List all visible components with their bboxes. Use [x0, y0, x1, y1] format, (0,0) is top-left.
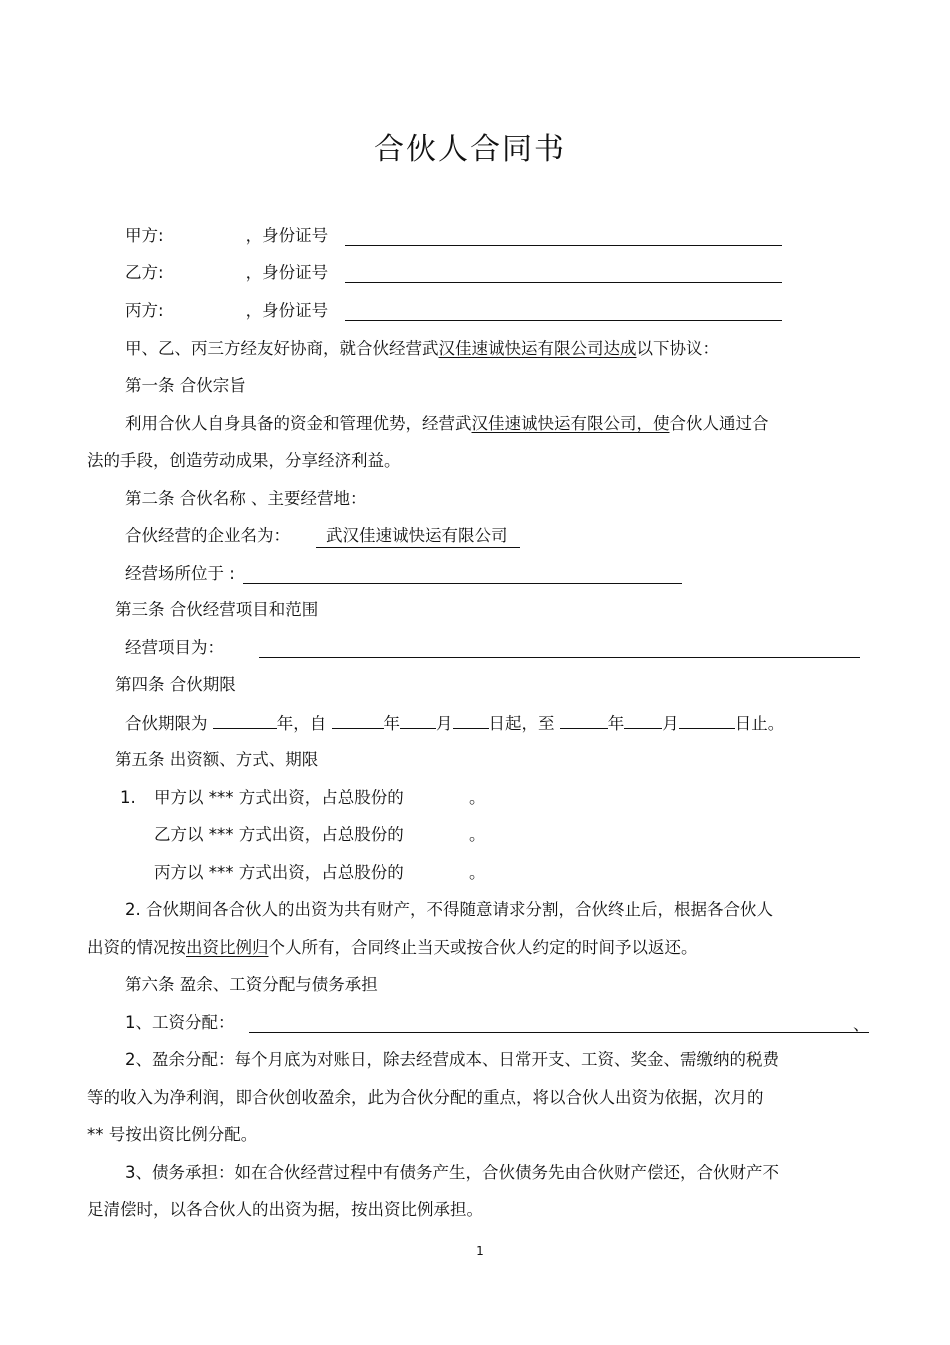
profit-line2: 等的收入为净利润，即合伙创收盈余，此为合伙分配的重点，将以合伙人出资为依据，次月的 [87, 1088, 764, 1107]
contribution-end: 。 [469, 863, 486, 882]
debt-line1: 3、债务承担：如在合伙经营过程中有债务产生，合伙债务先由合伙财产偿还，合伙财产不 [125, 1163, 779, 1182]
intro-paragraph [125, 338, 719, 360]
term-text: 日止。 [734, 714, 785, 733]
term-text: 年 [383, 714, 400, 733]
id-label: ，身份证号 [245, 263, 329, 282]
contribution-party-c: 丙方以 *** 方式出资，占总股份的 [154, 863, 404, 882]
id-label: ，身份证号 [245, 226, 329, 245]
contribution-party-b: 乙方以 *** 方式出资，占总股份的 [154, 825, 404, 844]
party-label: 乙方: [125, 263, 164, 282]
article-4-heading: 第四条 合伙期限 [115, 675, 236, 694]
ratio-underlined: 出资比例归 [186, 938, 269, 957]
party-label: 丙方: [125, 301, 164, 320]
intro-company: 汉佳速诚快运有限公司达成 [438, 339, 637, 358]
document-title: 合伙人合同书 [374, 132, 566, 167]
company-underlined: 汉佳速诚快运有限公司，使 [471, 414, 670, 433]
article-5-clause-2-line2 [87, 937, 698, 959]
business-place-blank [243, 567, 682, 584]
article-1-heading: 第一条 合伙宗旨 [125, 376, 246, 395]
term-text: 月 [662, 714, 679, 733]
party-a-id-blank [345, 229, 782, 246]
page-number: 1 [476, 1244, 484, 1258]
text: 合伙人通过合 [669, 414, 769, 433]
end-day-blank [679, 712, 735, 729]
term-line [125, 712, 784, 735]
enterprise-name-label: 合伙经营的企业名为： [125, 526, 290, 545]
enterprise-name-value: 武汉佳速诚快运有限公司 [316, 525, 520, 548]
start-year-blank [332, 712, 384, 729]
contribution-end: 。 [469, 825, 486, 844]
party-c-id-blank [345, 304, 782, 321]
profit-line1: 2、盈余分配：每个月底为对账日，除去经营成本、日常开支、工资、奖金、需缴纳的税费 [125, 1050, 779, 1069]
wage-blank [249, 1016, 869, 1033]
business-items-label: 经营项目为： [125, 638, 224, 657]
party-c-line [125, 300, 328, 322]
business-place-label: 经营场所位于 : [125, 564, 235, 583]
text: 个人所有，合同终止当天或按合伙人约定的时间予以返还。 [268, 938, 698, 957]
article-2-heading: 第二条 合伙名称 、主要经营地： [125, 489, 367, 508]
wage-label: 1、工资分配： [125, 1013, 235, 1032]
article-3-heading: 第三条 合伙经营项目和范围 [115, 600, 319, 619]
term-text: 月 [436, 714, 453, 733]
business-items-blank [259, 641, 860, 658]
term-years-blank [213, 712, 277, 729]
contribution-number: 1. [120, 788, 136, 807]
party-b-id-blank [345, 266, 782, 283]
contribution-end: 。 [469, 788, 486, 807]
article-5-heading: 第五条 出资额、方式、期限 [115, 750, 319, 769]
end-year-blank [560, 712, 608, 729]
end-month-blank [624, 712, 662, 729]
contribution-party-a: 甲方以 *** 方式出资，占总股份的 [154, 788, 404, 807]
term-text: 年，自 [276, 714, 327, 733]
party-label: 甲方: [125, 226, 164, 245]
intro-text: 甲、乙、丙三方经友好协商，就合伙经营武 [125, 339, 439, 358]
article-6-heading: 第六条 盈余、工资分配与债务承担 [125, 975, 378, 994]
article-1-paragraph-line2: 法的手段，创造劳动成果，分享经济利益。 [87, 451, 401, 470]
enterprise-name-line [125, 525, 290, 547]
text: 出资的情况按 [87, 938, 186, 957]
article-1-paragraph-line1 [125, 413, 769, 435]
start-month-blank [400, 712, 436, 729]
term-text: 合伙期限为 [125, 714, 208, 733]
party-a-line [125, 225, 328, 247]
party-b-line [125, 262, 328, 284]
profit-line3: ** 号按出资比例分配。 [87, 1125, 258, 1144]
wage-end: 、 [853, 1015, 870, 1034]
term-text: 年 [607, 714, 625, 733]
article-5-clause-2-line1: 2. 合伙期间各合伙人的出资为共有财产，不得随意请求分割，合伙终止后，根据各合伙人 [125, 900, 773, 919]
debt-line2: 足清偿时，以各合伙人的出资为据，按出资比例承担。 [87, 1200, 483, 1219]
start-day-blank [453, 712, 489, 729]
intro-text-end: 以下协议： [636, 339, 719, 358]
id-label: ，身份证号 [245, 301, 329, 320]
term-text: 日起，至 [488, 714, 555, 733]
text: 利用合伙人自身具备的资金和管理优势，经营武 [125, 414, 472, 433]
